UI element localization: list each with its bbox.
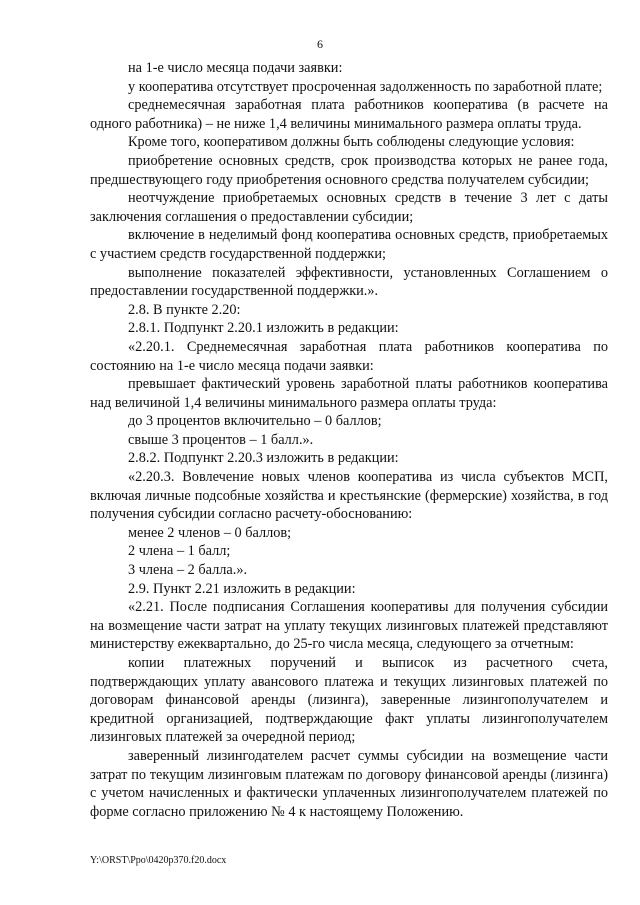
paragraph: заверенный лизингодателем расчет суммы субсидии на возмещение части затрат по текущим лизинговым платежам по договору финансовой аренды (лизинга) с учетом начисленных и фактически уплаченных лизингополучателем платежей по форме согласно приложению № 4 к настоящему Положению. [90,747,608,820]
paragraph: на 1-е число месяца подачи заявки: [128,60,343,76]
paragraph: 2.8.2. Подпункт 2.20.3 изложить в редакции: [128,450,399,467]
document-body [90,59,608,821]
paragraph: неотчуждение приобретаемых основных средств в течение 3 лет с даты заключения соглашения о предоставлении субсидии; [90,190,608,225]
paragraph: 2 члена – 1 балл; [128,543,231,560]
paragraph: «2.20.1. Среднемесячная заработная плата работников кооператива по состоянию на 1-е число месяца подачи заявки: [90,338,608,374]
paragraph: среднемесячная заработная плата работников кооператива (в расчете на одного работника) – не ниже 1,4 величины минимального размера оплаты труда. [90,97,608,132]
footer-file-path: Y:\ORST\Ppo\0420p370.f20.docx [90,855,227,866]
paragraph: свыше 3 процентов – 1 балл.». [128,431,314,448]
paragraph: 2.9. Пункт 2.21 изложить в редакции: [128,580,356,597]
paragraph: приобретение основных средств, срок производства которых не ранее года, предшествующего году приобретения основного средства получателем субсидии; [90,152,608,188]
paragraph: копии платежных поручений и выписок из расчетного счета, подтверждающих уплату авансового платежа и текущих лизинговых платежей по договорам финансовой аренды (лизинга), заверенные лизингополучателем и кредитной организацией, подтверждающие факт уплаты лизингополучателем лизинговых платежей за очередной период; [90,655,608,746]
paragraph: Кроме того, кооперативом должны быть соблюдены следующие условия: [128,134,575,151]
paragraph: у кооператива отсутствует просроченная задолженность по заработной плате; [128,78,603,95]
paragraph: до 3 процентов включительно – 0 баллов; [128,413,382,430]
paragraph: «2.20.3. Вовлечение новых членов кооператива из числа субъектов МСП, включая личные подсобные хозяйства и крестьянские (фермерские) хозяйства, в год получения субсидии согласно расчету-обоснованию: [90,469,608,523]
paragraph: 2.8.1. Подпункт 2.20.1 изложить в редакции: [128,320,399,337]
paragraph: включение в неделимый фонд кооператива основных средств, приобретаемых с участием средств государственной поддержки; [90,227,608,262]
paragraph: 2.8. В пункте 2.20: [128,301,241,318]
page-number: 6 [317,37,323,51]
paragraph: «2.21. После подписания Соглашения кооперативы для получения субсидии на возмещение части затрат на уплату текущих лизинговых платежей представляют министерству ежеквартально, до 25-го числа месяца, следующего за отчетным: [90,599,608,653]
paragraph: менее 2 членов – 0 баллов; [128,524,292,541]
paragraph: 3 члена – 2 балла.». [128,562,248,579]
paragraph: превышает фактический уровень заработной платы работников кооператива над величиной 1,4 величины минимального размера оплаты труда: [90,376,608,411]
paragraph: выполнение показателей эффективности, установленных Соглашением о предоставлении государственной поддержки.». [90,264,608,300]
